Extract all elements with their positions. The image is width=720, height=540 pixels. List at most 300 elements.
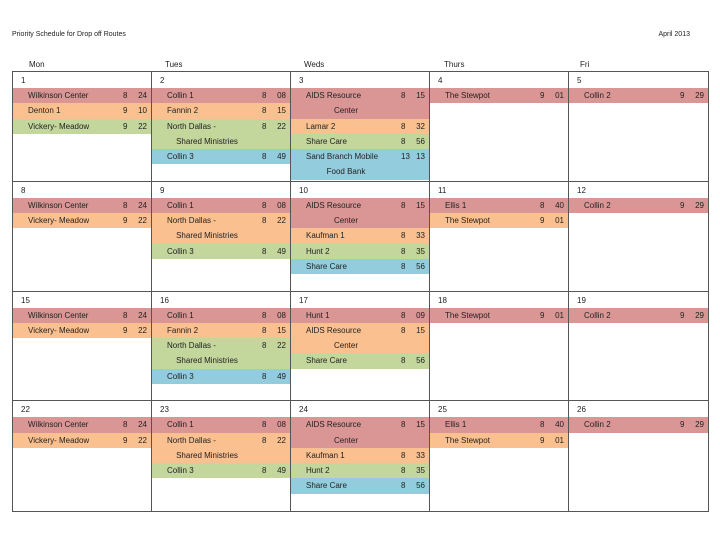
route-time-minute: 22 (138, 435, 147, 445)
route-name: Collin 3 (167, 246, 194, 256)
day-cell (569, 72, 708, 182)
route-time (262, 244, 290, 259)
route-entry (291, 478, 429, 493)
route-entry (152, 417, 290, 432)
route-name: Collin 2 (584, 420, 611, 430)
route-entry (291, 353, 429, 368)
route-time (262, 433, 290, 448)
route-time (401, 164, 429, 179)
route-time (262, 149, 290, 164)
day-header-tues: Tues (165, 60, 183, 69)
route-name: Wilkinson Center (28, 420, 89, 430)
route-time-hour: 8 (401, 356, 406, 366)
calendar-grid (12, 71, 709, 512)
route-entry (152, 463, 290, 478)
route-entry (291, 244, 429, 259)
day-number: 15 (21, 295, 30, 305)
route-time (401, 417, 429, 432)
route-time (540, 198, 568, 213)
day-cell (152, 72, 291, 182)
day-cell (430, 401, 569, 511)
route-entry (152, 433, 290, 464)
route-time (262, 119, 290, 134)
route-name: AIDS Resource (306, 325, 362, 335)
route-time (401, 353, 429, 368)
route-time (401, 134, 429, 149)
route-time-hour: 9 (540, 435, 545, 445)
route-time (262, 198, 290, 213)
route-name: North Dallas - (167, 435, 216, 445)
route-time-minute: 08 (277, 310, 286, 320)
route-time (123, 103, 151, 118)
route-name: Wilkinson Center (28, 310, 89, 320)
route-time-hour: 8 (262, 200, 267, 210)
route-time (123, 119, 151, 134)
route-time-hour: 8 (401, 136, 406, 146)
route-time-minute: 56 (416, 136, 425, 146)
route-name: Fannin 2 (167, 106, 199, 116)
route-time (401, 103, 429, 118)
day-number: 25 (438, 405, 447, 415)
route-time-hour: 9 (680, 200, 685, 210)
route-list (430, 308, 568, 323)
route-time-minute: 15 (277, 325, 286, 335)
route-time (262, 338, 290, 353)
route-time-hour: 8 (401, 231, 406, 241)
route-entry (13, 323, 151, 338)
route-time-minute: 56 (416, 261, 425, 271)
route-time-hour: 8 (401, 310, 406, 320)
route-list (13, 308, 151, 339)
route-time-minute: 15 (416, 200, 425, 210)
route-time (262, 369, 290, 384)
route-entry (152, 213, 290, 244)
route-time (123, 417, 151, 432)
route-time (401, 88, 429, 103)
route-name: AIDS Resource (306, 200, 362, 210)
route-entry (569, 308, 708, 323)
day-cell (569, 182, 708, 292)
route-list (291, 88, 429, 180)
route-entry (291, 149, 429, 180)
day-header-mon: Mon (29, 60, 45, 69)
route-entry (152, 244, 290, 259)
route-name: Hunt 2 (306, 246, 330, 256)
month-label: April 2013 (658, 31, 690, 38)
route-time (680, 198, 708, 213)
route-time-minute: 22 (138, 216, 147, 226)
day-cell (569, 401, 708, 511)
route-entry (152, 369, 290, 384)
route-list (152, 88, 290, 164)
day-number: 24 (299, 405, 308, 415)
day-header-weds: Weds (304, 60, 325, 69)
route-time (401, 478, 429, 493)
route-entry (13, 88, 151, 103)
route-list (291, 417, 429, 493)
route-name-continued: Center (333, 216, 358, 226)
day-number: 1 (21, 76, 26, 85)
route-time-minute: 22 (138, 325, 147, 335)
route-time-minute: 56 (416, 356, 425, 366)
route-time-minute: 35 (416, 246, 425, 256)
route-time (401, 244, 429, 259)
route-entry (291, 417, 429, 448)
route-time-minute: 08 (277, 91, 286, 100)
day-cell (152, 292, 291, 402)
route-name-continued: Center (333, 106, 358, 116)
route-name-continued: Center (333, 435, 358, 445)
route-time (401, 228, 429, 243)
route-entry (291, 134, 429, 149)
route-name: Collin 2 (584, 200, 611, 210)
route-entry (569, 88, 708, 103)
route-name: Wilkinson Center (28, 200, 89, 210)
page-title: Priority Schedule for Drop off Routes (12, 31, 126, 38)
day-number: 22 (21, 405, 30, 415)
route-entry (430, 198, 568, 213)
route-name: North Dallas - (167, 121, 216, 131)
route-entry (13, 213, 151, 228)
route-time-minute: 33 (416, 231, 425, 241)
route-list (430, 417, 568, 448)
route-time (401, 119, 429, 134)
route-time-hour: 8 (123, 420, 128, 430)
day-number: 5 (577, 76, 582, 85)
route-name: Wilkinson Center (28, 91, 89, 100)
route-entry (291, 323, 429, 354)
route-time (123, 88, 151, 103)
route-time-minute: 09 (416, 310, 425, 320)
route-entry (291, 463, 429, 478)
route-time-minute: 32 (416, 121, 425, 131)
day-cell (569, 292, 708, 402)
route-time-hour: 13 (401, 152, 410, 162)
route-entry (13, 103, 151, 118)
route-time-hour: 8 (540, 420, 545, 430)
route-time-minute: 22 (277, 216, 286, 226)
route-time (262, 448, 290, 463)
route-time-hour: 8 (401, 246, 406, 256)
route-entry (13, 417, 151, 432)
route-time-hour: 8 (401, 420, 406, 430)
route-time-minute: 13 (416, 152, 425, 162)
route-time-hour: 8 (262, 152, 267, 162)
route-time-minute: 08 (277, 200, 286, 210)
route-name-continued: Center (333, 341, 358, 351)
route-name: Kaufman 1 (306, 231, 345, 241)
route-time-hour: 8 (262, 121, 267, 131)
route-list (291, 198, 429, 274)
day-cell (430, 72, 569, 182)
route-time (401, 448, 429, 463)
route-list (13, 88, 151, 134)
route-name: Vickery- Meadow (28, 121, 90, 131)
route-time-hour: 8 (262, 106, 267, 116)
day-cell (430, 292, 569, 402)
route-time (123, 213, 151, 228)
route-time-minute: 40 (555, 420, 564, 430)
route-entry (152, 149, 290, 164)
day-number: 3 (299, 76, 304, 85)
route-time-hour: 8 (401, 200, 406, 210)
route-time (262, 103, 290, 118)
route-time-hour: 9 (540, 91, 545, 100)
route-time-minute: 01 (555, 435, 564, 445)
route-list (569, 417, 708, 432)
route-time (401, 308, 429, 323)
route-time-minute: 29 (695, 200, 704, 210)
route-list (430, 88, 568, 103)
route-name: Collin 1 (167, 200, 194, 210)
route-time (123, 433, 151, 448)
route-list (569, 198, 708, 213)
route-entry (430, 433, 568, 448)
route-time (401, 149, 429, 164)
route-entry (291, 448, 429, 463)
day-cell (152, 182, 291, 292)
day-number: 4 (438, 76, 443, 85)
day-number: 10 (299, 185, 308, 195)
route-time-hour: 8 (262, 420, 267, 430)
route-name: Denton 1 (28, 106, 61, 116)
day-cell (13, 72, 152, 182)
route-entry (152, 308, 290, 323)
route-time-hour: 8 (262, 466, 267, 476)
day-cell (13, 401, 152, 511)
route-entry (291, 308, 429, 323)
route-time (262, 213, 290, 228)
day-cell (152, 401, 291, 511)
route-time-minute: 22 (277, 121, 286, 131)
route-time-hour: 8 (401, 121, 406, 131)
route-name: Collin 3 (167, 152, 194, 162)
route-list (152, 308, 290, 384)
route-entry (430, 417, 568, 432)
route-list (13, 198, 151, 229)
route-time-hour: 8 (401, 466, 406, 476)
route-time-hour: 8 (123, 310, 128, 320)
route-time-hour: 9 (123, 325, 128, 335)
route-list (13, 417, 151, 448)
route-time-minute: 24 (138, 310, 147, 320)
route-time (262, 228, 290, 243)
route-time-minute: 01 (555, 310, 564, 320)
route-time (401, 259, 429, 274)
route-time-minute: 49 (277, 152, 286, 162)
route-list (152, 417, 290, 478)
route-name: Collin 1 (167, 310, 194, 320)
route-name: Collin 2 (584, 310, 611, 320)
route-time-minute: 49 (277, 246, 286, 256)
route-time (262, 308, 290, 323)
route-entry (152, 198, 290, 213)
route-entry (152, 103, 290, 118)
day-cell (430, 182, 569, 292)
route-time (123, 198, 151, 213)
route-time-hour: 8 (123, 91, 128, 100)
route-time-minute: 29 (695, 420, 704, 430)
route-time-hour: 9 (680, 310, 685, 320)
day-header-thurs: Thurs (444, 60, 465, 69)
route-name: Fannin 2 (167, 325, 199, 335)
route-time-hour: 9 (680, 420, 685, 430)
route-time-minute: 22 (277, 341, 286, 351)
route-time-minute: 33 (416, 450, 425, 460)
route-name: AIDS Resource (306, 91, 362, 100)
route-time-hour: 9 (123, 216, 128, 226)
route-time (680, 308, 708, 323)
route-entry (291, 119, 429, 134)
route-name: Collin 3 (167, 371, 194, 381)
route-time-hour: 9 (680, 91, 685, 100)
route-time-minute: 15 (416, 91, 425, 100)
route-time (540, 417, 568, 432)
route-name: Collin 2 (584, 91, 611, 100)
route-name: Ellis 1 (445, 200, 467, 210)
route-time-minute: 49 (277, 371, 286, 381)
route-name: North Dallas - (167, 341, 216, 351)
route-list (569, 308, 708, 323)
day-number: 11 (438, 185, 447, 195)
day-cell (291, 72, 430, 182)
route-entry (430, 308, 568, 323)
route-name: Collin 1 (167, 420, 194, 430)
route-time-hour: 9 (540, 216, 545, 226)
route-time (262, 417, 290, 432)
route-list (152, 198, 290, 259)
day-number: 26 (577, 405, 586, 415)
route-time-hour: 8 (401, 91, 406, 100)
route-time-hour: 8 (401, 481, 406, 491)
route-name: Share Care (306, 136, 347, 146)
route-time (540, 433, 568, 448)
route-time (540, 308, 568, 323)
route-name: The Stewpot (445, 91, 490, 100)
route-time-hour: 8 (262, 91, 267, 100)
day-number: 8 (21, 185, 26, 195)
day-number: 17 (299, 295, 308, 305)
route-name: The Stewpot (445, 216, 490, 226)
day-number: 19 (577, 295, 586, 305)
route-list (430, 198, 568, 229)
route-time (540, 213, 568, 228)
route-time (262, 88, 290, 103)
route-name: Vickery- Meadow (28, 435, 90, 445)
route-time (680, 417, 708, 432)
route-entry (152, 323, 290, 338)
route-entry (13, 308, 151, 323)
route-time-hour: 8 (540, 200, 545, 210)
route-time-minute: 15 (416, 325, 425, 335)
route-entry (13, 433, 151, 448)
route-time (123, 308, 151, 323)
route-time-minute: 10 (138, 106, 147, 116)
route-name: Share Care (306, 481, 347, 491)
route-time-hour: 8 (401, 325, 406, 335)
route-time-hour: 8 (262, 246, 267, 256)
route-entry (291, 198, 429, 229)
route-time (401, 338, 429, 353)
route-time (401, 463, 429, 478)
route-name-continued: Shared Ministries (176, 356, 238, 366)
route-time-minute: 01 (555, 91, 564, 100)
route-time-hour: 8 (262, 435, 267, 445)
route-entry (13, 198, 151, 213)
route-time-hour: 8 (262, 310, 267, 320)
route-time-minute: 40 (555, 200, 564, 210)
route-time-hour: 8 (262, 341, 267, 351)
route-time (540, 88, 568, 103)
route-time-minute: 29 (695, 91, 704, 100)
day-number: 2 (160, 76, 165, 85)
route-time-hour: 8 (401, 261, 406, 271)
route-time (262, 463, 290, 478)
route-name-continued: Shared Ministries (176, 136, 238, 146)
route-time-hour: 8 (262, 371, 267, 381)
route-name: Lamar 2 (306, 121, 336, 131)
route-name: Hunt 1 (306, 310, 330, 320)
route-name: Collin 3 (167, 466, 194, 476)
route-name: North Dallas - (167, 216, 216, 226)
route-time-hour: 9 (123, 435, 128, 445)
route-time-minute: 29 (695, 310, 704, 320)
route-name: Share Care (306, 356, 347, 366)
day-cell (13, 182, 152, 292)
route-name: Sand Branch Mobile (306, 152, 379, 162)
route-time-minute: 24 (138, 420, 147, 430)
route-time-hour: 8 (401, 450, 406, 460)
route-time (401, 198, 429, 213)
route-time-minute: 15 (277, 106, 286, 116)
route-time-minute: 35 (416, 466, 425, 476)
route-name: AIDS Resource (306, 420, 362, 430)
day-cell (13, 292, 152, 402)
route-time-hour: 9 (540, 310, 545, 320)
route-name-continued: Shared Ministries (176, 450, 238, 460)
day-cell (291, 182, 430, 292)
route-name: Hunt 2 (306, 466, 330, 476)
route-time (123, 323, 151, 338)
route-time-minute: 15 (416, 420, 425, 430)
route-time-minute: 08 (277, 420, 286, 430)
route-list (291, 308, 429, 369)
day-cell (291, 401, 430, 511)
route-time (401, 433, 429, 448)
day-number: 16 (160, 295, 169, 305)
route-list (569, 88, 708, 103)
route-time-minute: 49 (277, 466, 286, 476)
route-time (262, 134, 290, 149)
route-time-hour: 8 (123, 200, 128, 210)
route-entry (291, 228, 429, 243)
route-entry (152, 119, 290, 150)
route-time-hour: 9 (123, 106, 128, 116)
route-name: Ellis 1 (445, 420, 467, 430)
route-time-minute: 22 (277, 435, 286, 445)
route-name: Vickery- Meadow (28, 216, 90, 226)
route-entry (152, 338, 290, 369)
day-number: 9 (160, 185, 165, 195)
route-entry (430, 213, 568, 228)
route-time (401, 213, 429, 228)
route-entry (291, 259, 429, 274)
route-time (401, 323, 429, 338)
route-entry (430, 88, 568, 103)
route-time-minute: 22 (138, 121, 147, 131)
route-entry (569, 198, 708, 213)
route-name: Vickery- Meadow (28, 325, 90, 335)
